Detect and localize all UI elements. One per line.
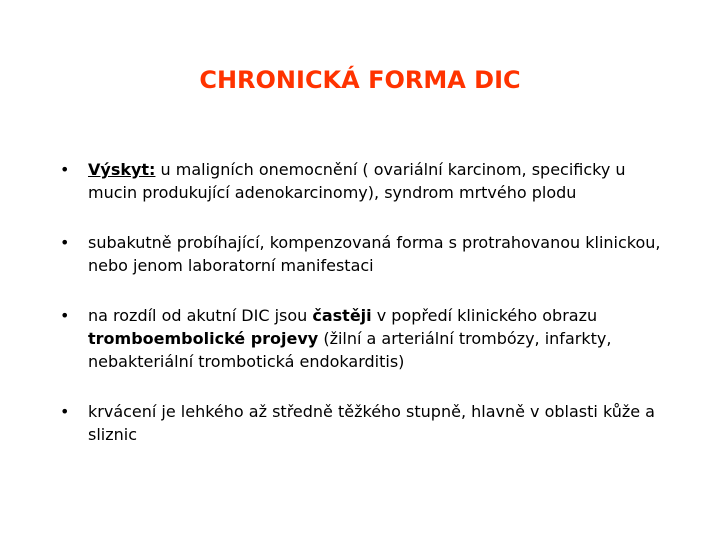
difference-bold-more-often: častěji: [312, 306, 372, 325]
bullet-icon: •: [60, 160, 70, 179]
bullet-text: [88, 304, 670, 373]
bullet-text: subakutně probíhající, kompenzovaná forma s protrahovanou klinickou, nebo jenom laboratorní manifestaci: [88, 233, 661, 275]
difference-text-1: na rozdíl od akutní DIC jsou: [88, 306, 313, 325]
occurrence-text: u maligních onemocnění ( ovariální karcinom, specificky u mucin produkující adenokarcinomy), syndrom mrtvého plodu: [88, 160, 626, 202]
bullet-item-occurrence: [60, 158, 670, 204]
bullet-text: krvácení je lehkého až středně těžkého stupně, hlavně v oblasti kůže a sliznic: [88, 402, 655, 444]
bullet-icon: •: [60, 306, 70, 325]
difference-text-3: (žilní a arteriální trombózy, infarkty, nebakteriální trombotická endokarditis): [88, 329, 612, 371]
difference-bold-thromboembolic: tromboembolické projevy: [88, 329, 319, 348]
bullet-text: [88, 158, 670, 204]
difference-text-2: v popředí klinického obrazu: [371, 306, 598, 325]
bullet-item-bleeding: [60, 400, 670, 446]
bullet-icon: •: [60, 402, 70, 421]
slide-title: CHRONICKÁ FORMA DIC: [199, 66, 521, 94]
bullet-list: [60, 158, 670, 473]
bullet-item-difference: [60, 304, 670, 373]
bullet-item-subacute: [60, 231, 670, 277]
bullet-icon: •: [60, 233, 70, 252]
occurrence-label: Výskyt:: [88, 160, 156, 179]
